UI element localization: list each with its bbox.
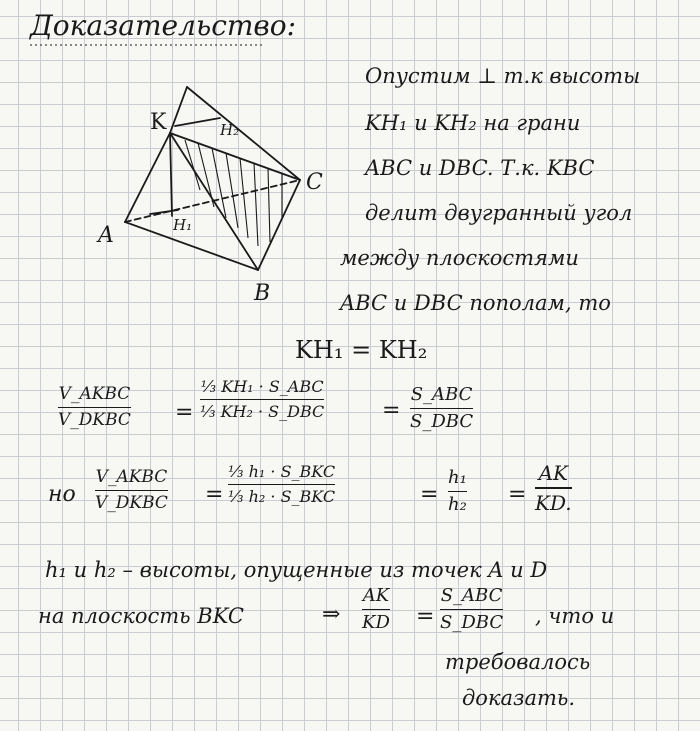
eq3-h-fraction: [448, 468, 467, 515]
eq3-mid-fraction: [228, 463, 335, 506]
page-title: Доказательство:: [30, 9, 297, 42]
label-k: K: [150, 110, 167, 135]
eq2-lhs-fraction: [58, 385, 131, 430]
eq2-lhs-num: V_AKBC: [58, 384, 131, 404]
label-a: A: [98, 223, 114, 248]
eq2-mid-fraction: [200, 378, 324, 421]
line5-ak-den: KD: [362, 612, 390, 634]
line5-ak-num: AK: [362, 585, 390, 606]
eq3-h-num: h₁: [448, 467, 467, 488]
line5-s-num: S_ABC: [440, 585, 503, 606]
equation-kh1-kh2: KH₁ = KH₂: [295, 336, 428, 364]
text-plane-bkc: на плоскость BKC: [38, 604, 244, 628]
eq3-mid-den: ⅓ h₂ · S_BKC: [228, 487, 336, 507]
eq2-mid-den: ⅓ KH₂ · S_DBC: [200, 402, 325, 422]
text-what: , что и: [535, 604, 615, 628]
eq2-mid-num: ⅓ KH₁ · S_ABC: [200, 377, 324, 396]
eq3-prefix: но: [48, 482, 76, 507]
label-c: C: [306, 170, 323, 195]
label-b: B: [254, 281, 271, 306]
eq3-equals-1: =: [205, 482, 224, 507]
label-h1: H₁: [173, 216, 193, 234]
text-required: требовалось: [445, 650, 591, 674]
text-heights: h₁ и h₂ – высоты, опущенные из точек A и D: [45, 558, 548, 582]
edge-ka: [125, 133, 170, 222]
eq3-lhs-fraction: [95, 468, 168, 513]
text-line-2: KH₁ и KH₂ на грани: [365, 111, 581, 135]
eq3-h-den: h₂: [448, 494, 467, 516]
text-line-4: делит двугранный угол: [365, 201, 633, 225]
eq2-equals-2: =: [382, 398, 401, 423]
line5-ak-fraction: [362, 586, 390, 633]
eq3-equals-3: =: [508, 482, 527, 507]
line5-s-fraction: [440, 586, 503, 633]
edge-bc: [258, 180, 300, 270]
eq3-ak-den: KD.: [535, 490, 572, 515]
eq2-rhs-num: S_ABC: [410, 384, 473, 405]
eq3-lhs-den: V_DKBC: [95, 493, 168, 514]
eq3-equals-2: =: [420, 482, 439, 507]
eq2-rhs-den: S_DBC: [410, 411, 474, 433]
eq3-ak-fraction: [535, 462, 572, 514]
eq2-lhs-den: V_DKBC: [58, 410, 131, 431]
text-line-6: ABC и DBC пополам, то: [340, 291, 611, 315]
text-line-3: ABC и DBC. Т.к. KBC: [365, 156, 595, 180]
text-line-5: между плоскостями: [340, 246, 579, 270]
eq3-lhs-num: V_AKBC: [95, 467, 168, 487]
eq2-equals-1: =: [175, 400, 194, 425]
text-line-1: Опустим ⊥ т.к высоты: [365, 64, 641, 88]
eq3-mid-num: ⅓ h₁ · S_BKC: [228, 462, 336, 481]
eq3-ak-num: AK: [538, 461, 568, 485]
line5-equals: =: [416, 604, 435, 629]
implies-symbol: ⇒: [322, 602, 341, 627]
eq2-rhs-fraction: [410, 385, 473, 432]
line5-s-den: S_DBC: [440, 612, 504, 634]
height-kh1: [170, 133, 172, 216]
label-h2: H₂: [220, 121, 240, 139]
text-prove: доказать.: [462, 686, 576, 710]
height-kh2: [175, 118, 220, 126]
